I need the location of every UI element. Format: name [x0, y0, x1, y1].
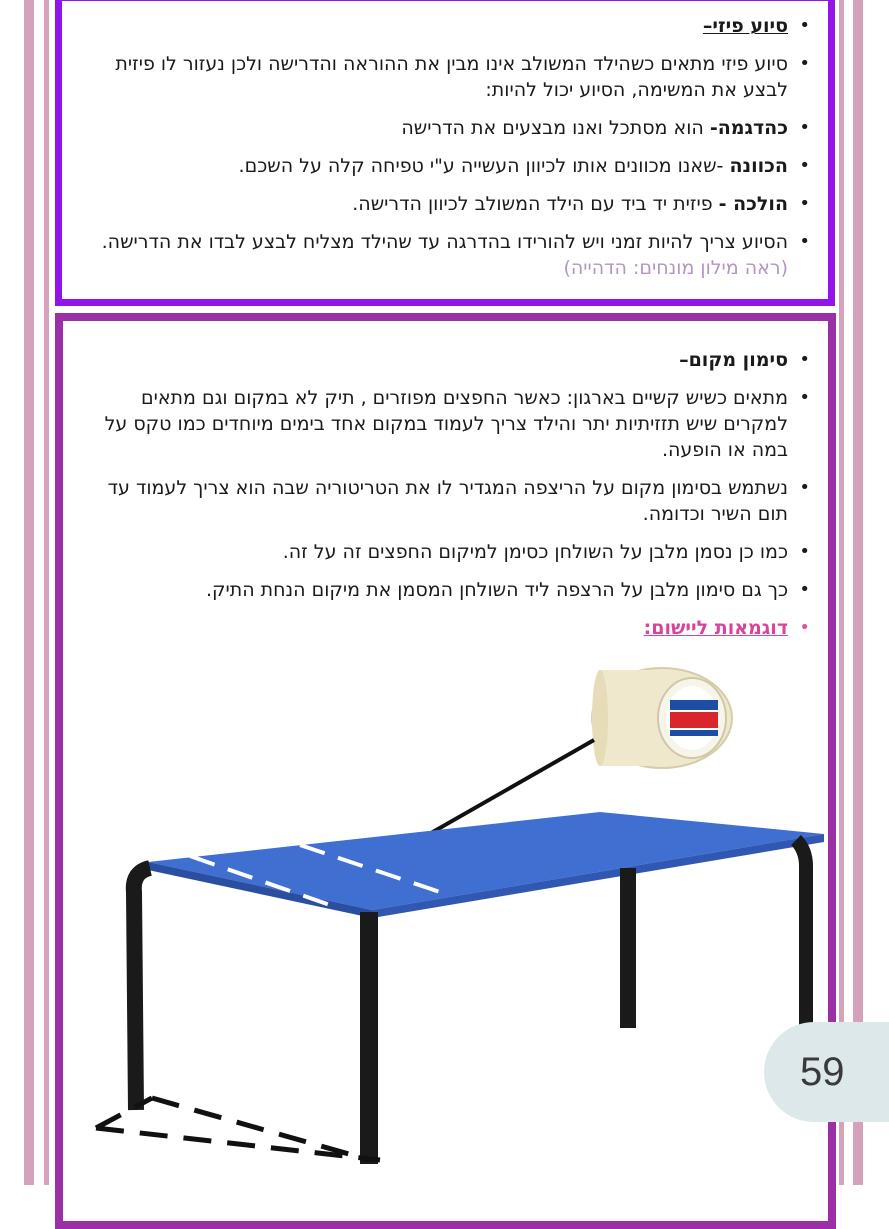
tape-roll-icon: [592, 668, 732, 768]
table: [134, 812, 824, 1164]
examples-link[interactable]: דוגמאות ליישום:: [643, 617, 788, 639]
glossary-reference: (ראה מילון מונחים: הדהייה): [563, 257, 788, 279]
list-item: • נשתמש בסימון מקום על הריצפה המגדיר לו את הטריטוריה שבה הוא צריך לעמוד עד תום השיר וכדומה.: [81, 475, 814, 527]
section-heading: סיוע פיזי–: [702, 15, 788, 37]
list-item: • מתאים כשיש קשיים בארגון: כאשר החפצים מפוזרים , תיק לא במקום וגם מתאים למקרים שיש תזזיתיות יתר והילד צריך לעמוד במקום אחד בימים מיוחדים כמו טקס על במה או הופעה.: [81, 385, 814, 463]
page-number: 59: [800, 1050, 845, 1094]
term-text: הוא מסתכל ואנו מבצעים את הדרישה: [401, 117, 710, 139]
section-heading: סימון מקום–: [679, 349, 788, 371]
term-label: הולכה -: [718, 193, 788, 215]
list-item: • כך גם סימון מלבן על הרצפה ליד השולחן המסמן את מיקום הנחת התיק.: [81, 577, 814, 603]
term-text: -שאנו מכוונים אותו לכיוון העשייה ע"י טפיחה קלה על השכם.: [238, 155, 730, 177]
list-item: • סיוע פיזי מתאים כשהילד המשולב אינו מבין את ההוראה והדרישה ולכן נעזור לו פיזית לבצע את המשימה, הסיוע יכול להיות:: [80, 51, 814, 103]
term-label: הכוונה: [729, 155, 788, 177]
term-label: כהדגמה-: [709, 117, 788, 139]
page-number-badge: [764, 1022, 889, 1122]
term-text: הסיוע צריך להיות זמני ויש להורידו בהדרגה עד שהילד מצליח לבצע לבדו את הדרישה.: [101, 231, 788, 253]
list-item: • כמו כן נסמן מלבן על השולחן כסימן למיקום החפצים זה על זה.: [81, 539, 814, 565]
dashed-rectangle-on-floor: [96, 1098, 380, 1160]
term-text: פיזית יד ביד עם הילד המשולב לכיוון הדרישה.: [352, 193, 719, 215]
